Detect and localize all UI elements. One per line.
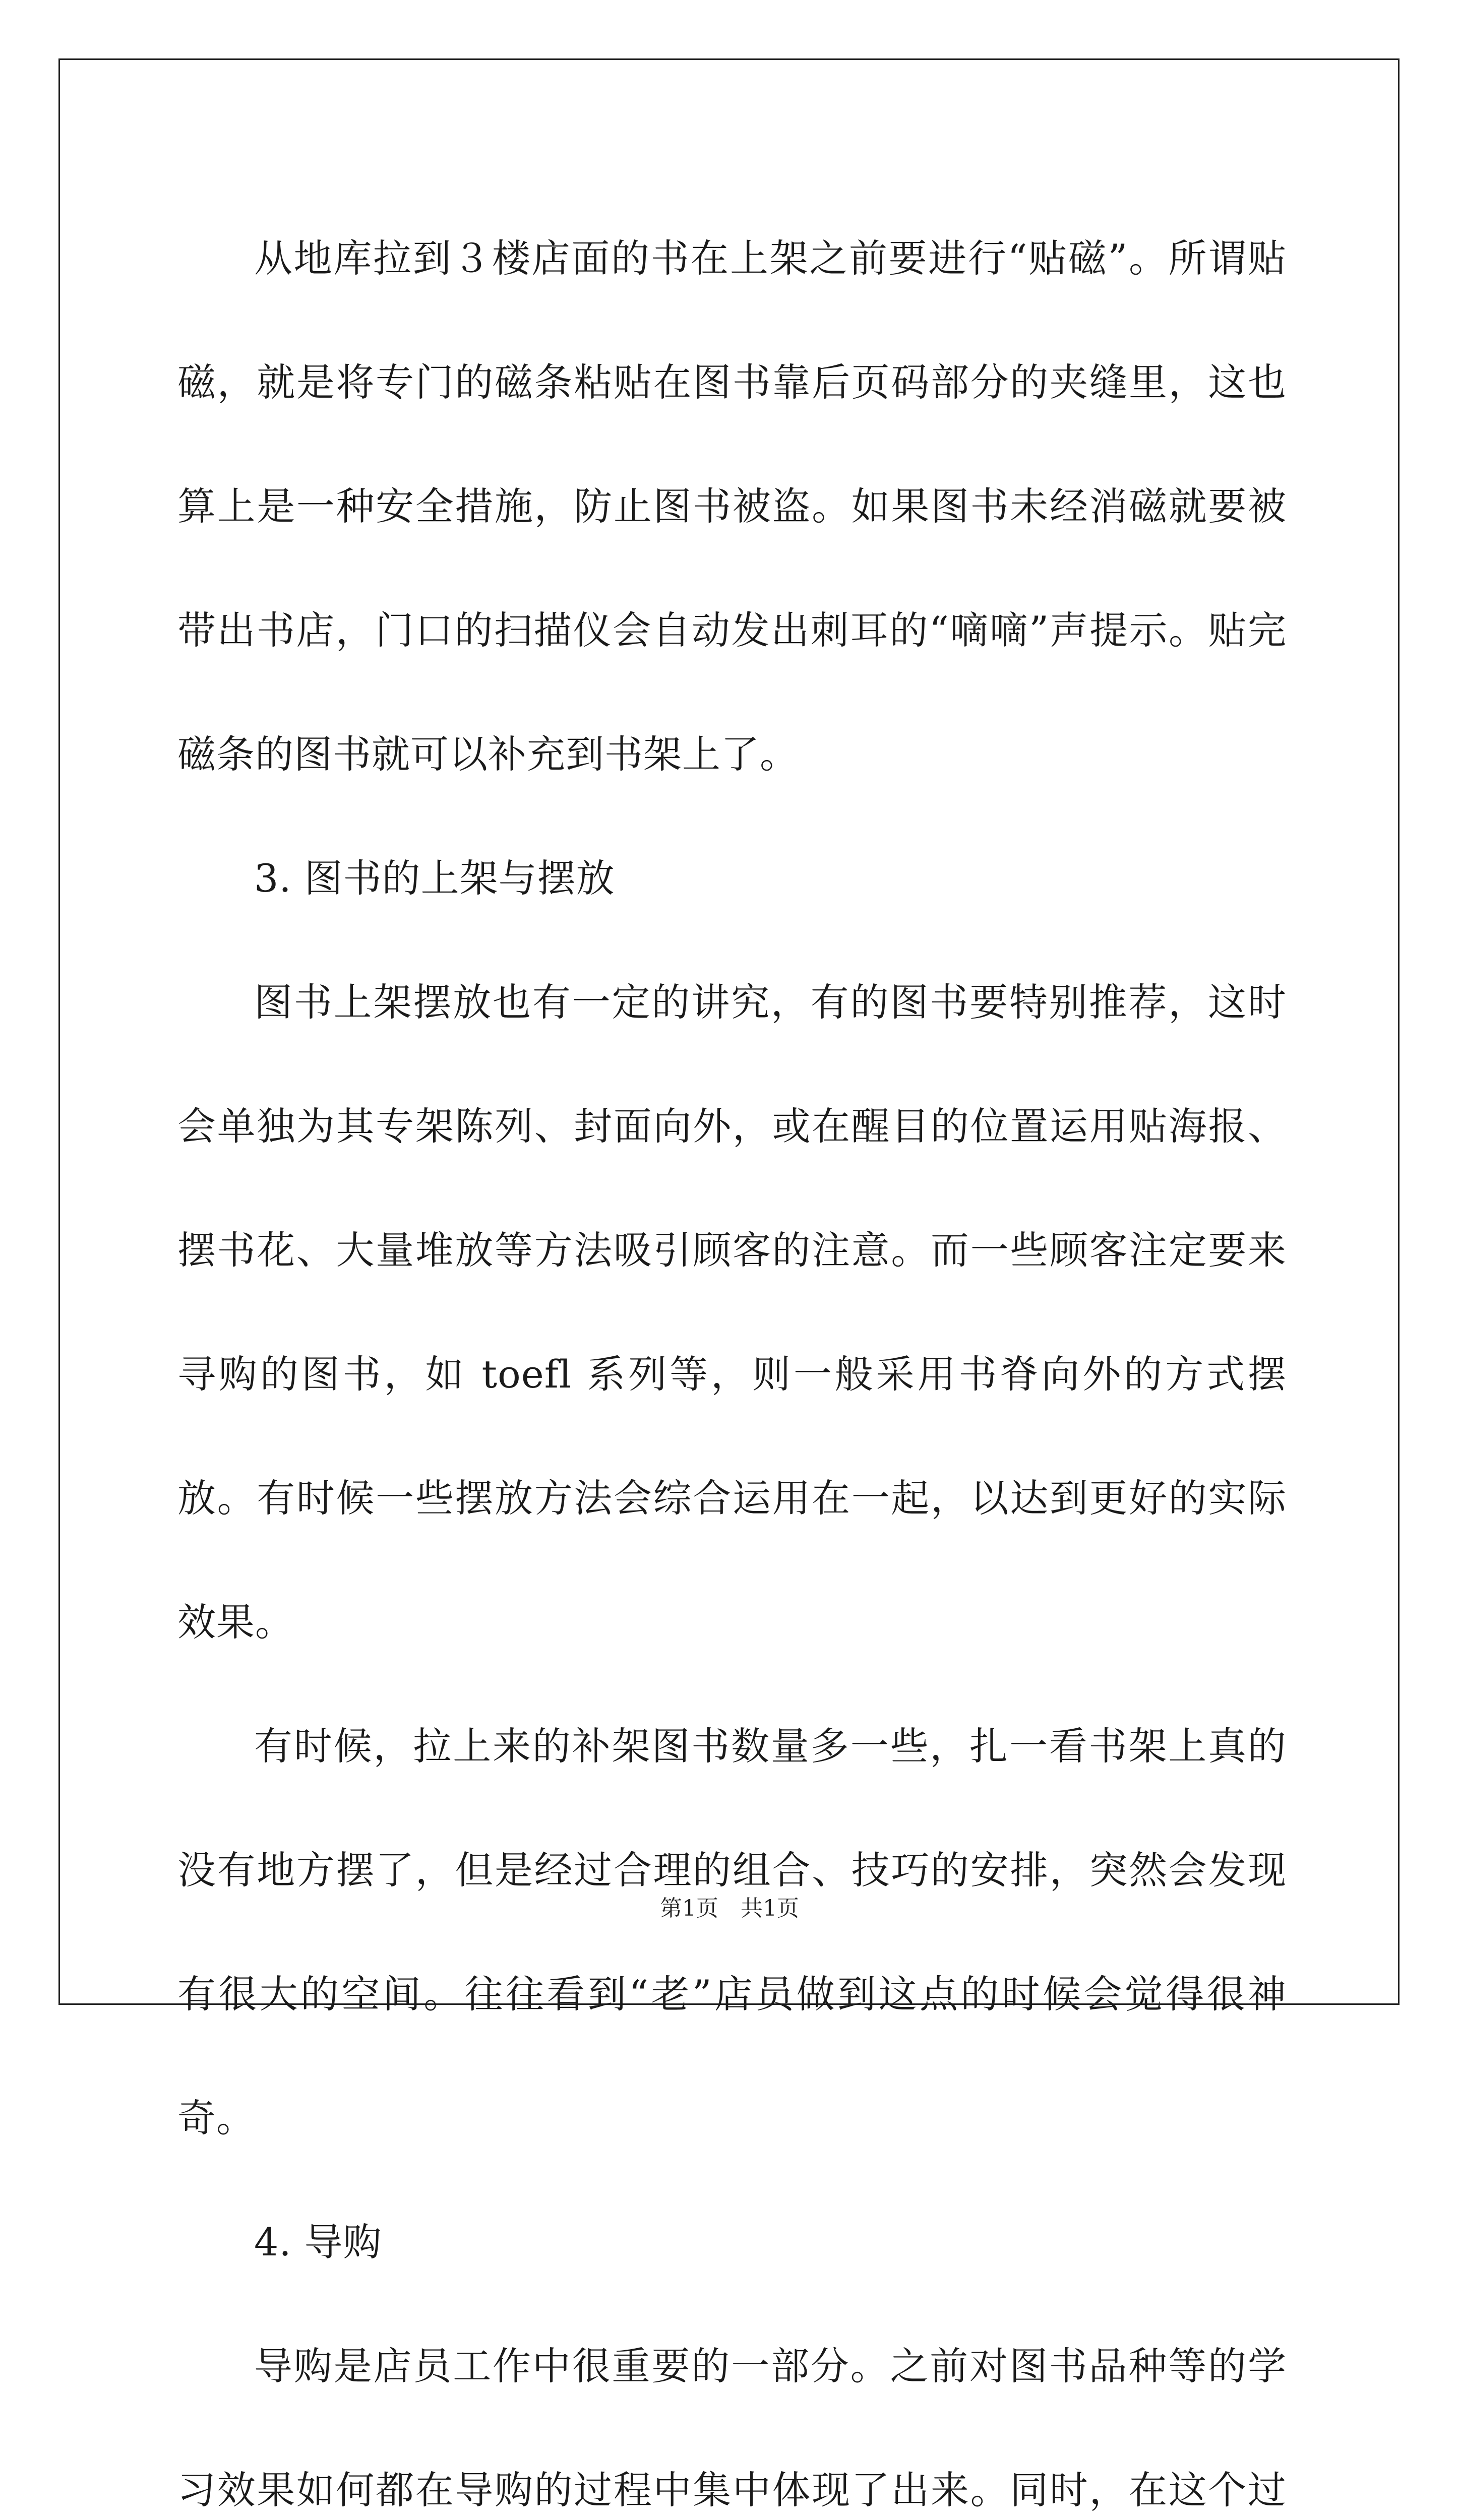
paragraph-space: 有时候，拉上来的补架图书数量多一些，扎一看书架上真的没有地方摆了，但是经过合理的组合、技巧的安排，突然会发现有很大的空间。往往看到“老”店员做到这点的时候会觉得很神奇。 (177, 1724, 1287, 2140)
page-footer (0, 1890, 1459, 1922)
section-heading-guide: 4. 导购 (254, 2220, 382, 2264)
page-number: 第1页 (660, 1896, 718, 1921)
paragraph-shelving: 图书上架摆放也有一定的讲究，有的图书要特别推荐，这时会单独为其专架陈列、封面向外，或在醒目的位置运用贴海报、摆书花、大量堆放等方法吸引顾客的注意。而一些顾客注定要来寻购的图书，如 toefl 系列等，则一般采用书脊向外的方式摆放。有时候一些摆放方法会综合运用在一起，以达到更好的实际效果。 (177, 980, 1287, 1645)
paragraph-demagnetize: 从地库拉到３楼店面的书在上架之前要进行“贴磁”。所谓贴磁，就是将专门的磁条粘贴在图书靠后页码部分的夹缝里，这也算上是一种安全措施，防止图书被盗。如果图书未经消磁就要被带出书店，门口的扫描仪会自动发出刺耳的“嘀嘀”声提示。贴完磁条的图书就可以补充到书架上了。 (177, 236, 1287, 777)
paragraph-guide: 导购是店员工作中很重要的一部分。之前对图书品种等的学习效果如何都在导购的过程中集中体现了出来。同时，在这个过 (177, 2344, 1287, 2512)
section-heading-shelving: 3. 图书的上架与摆放 (254, 856, 615, 901)
document-body (177, 197, 1287, 2520)
page-total: 共1页 (741, 1896, 799, 1921)
